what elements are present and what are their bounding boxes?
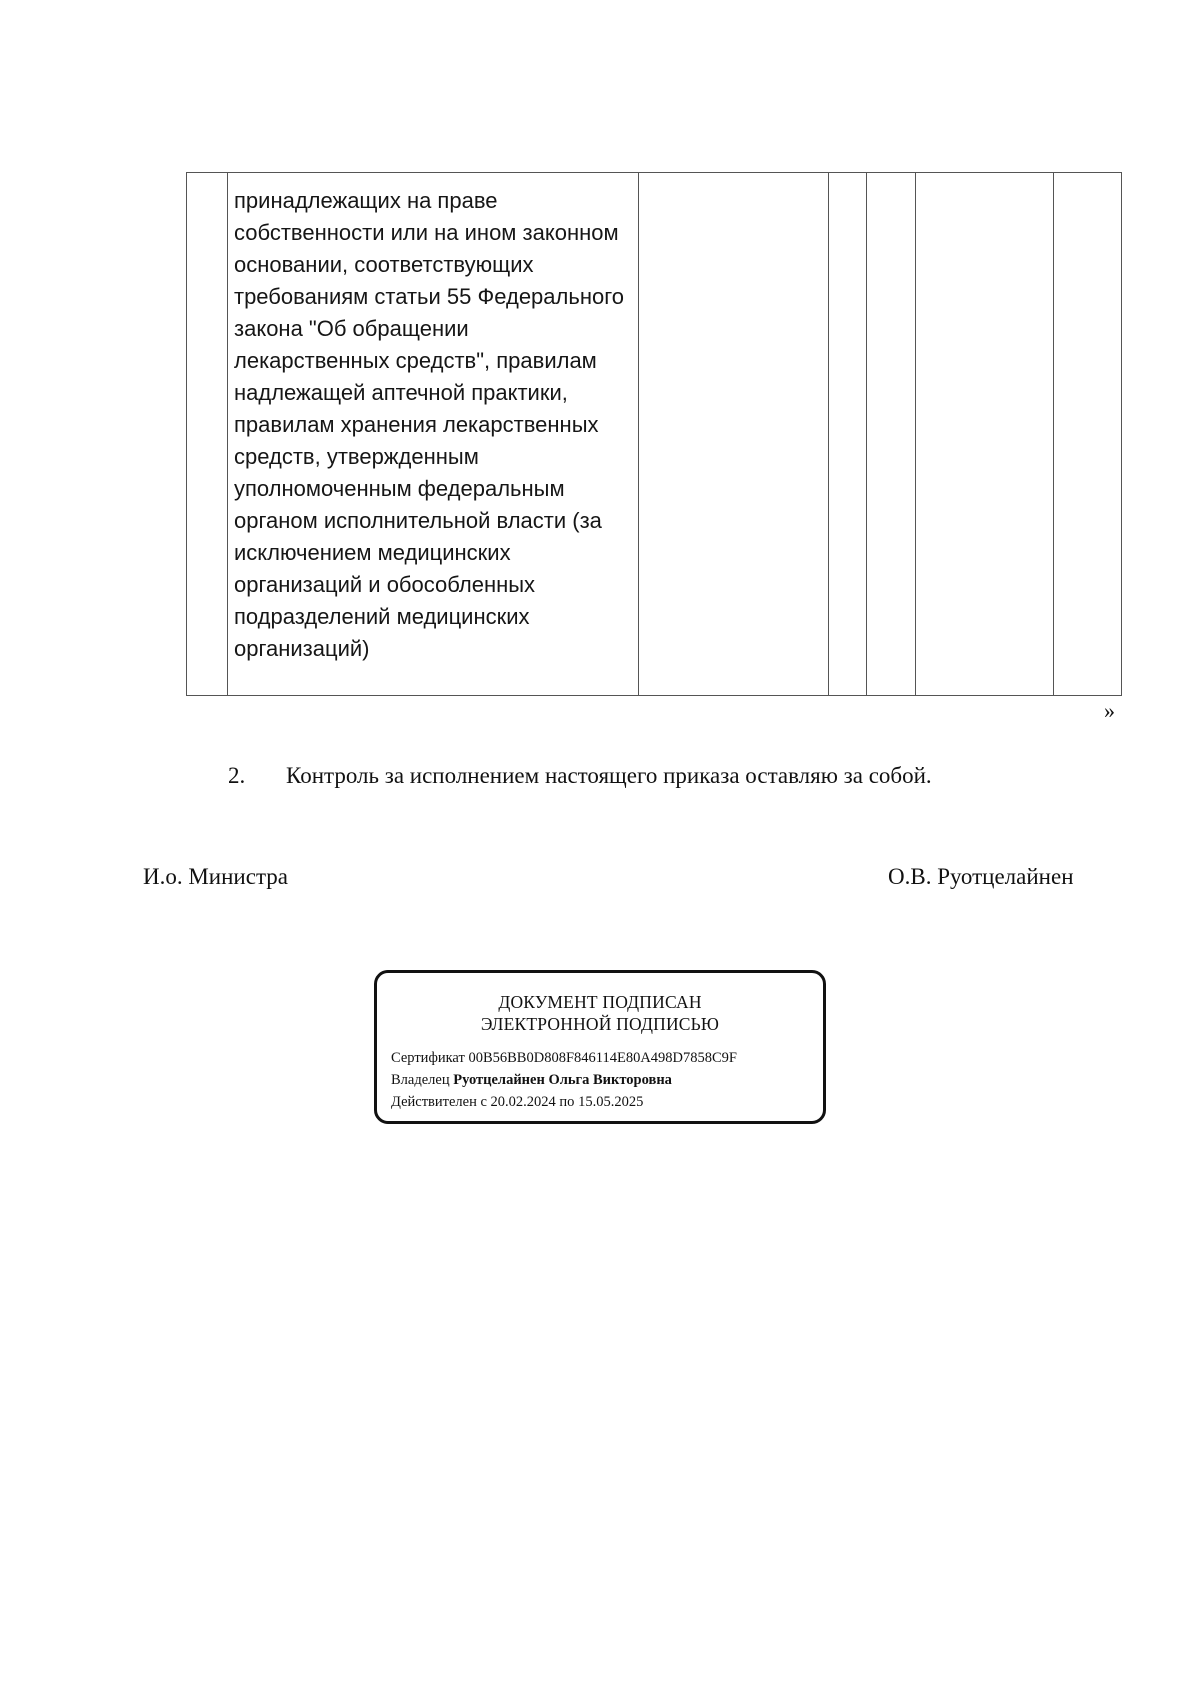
table-row xyxy=(187,173,1122,696)
table-cell-empty xyxy=(639,173,829,696)
owner-value: Руотцелайнен Ольга Викторовна xyxy=(453,1072,672,1088)
valid-from-label: с xyxy=(480,1094,487,1110)
item-number: 2. xyxy=(228,763,246,788)
table-cell-empty xyxy=(1054,173,1122,696)
valid-from: 20.02.2024 xyxy=(490,1094,556,1110)
certificate-value: 00B56BB0D808F846114E80A498D7858C9F xyxy=(468,1050,738,1066)
stamp-validity xyxy=(391,1091,823,1113)
valid-label: Действителен xyxy=(391,1094,477,1110)
table-cell-number xyxy=(187,173,228,696)
valid-to: 15.05.2025 xyxy=(578,1094,644,1110)
table-cell-empty xyxy=(867,173,916,696)
certificate-label: Сертификат xyxy=(391,1050,465,1066)
owner-label: Владелец xyxy=(391,1072,450,1088)
stamp-title-line: ЭЛЕКТРОННОЙ ПОДПИСЬЮ xyxy=(480,1014,720,1034)
order-item-2 xyxy=(228,761,932,791)
electronic-signature-stamp xyxy=(374,970,826,1124)
table-cell-empty xyxy=(829,173,867,696)
valid-to-label: по xyxy=(559,1094,575,1110)
item-text: Контроль за исполнением настоящего приказа оставляю за собой. xyxy=(286,763,932,788)
table-cell-description: принадлежащих на праве собственности или на ином законном основании, соответствующих требованиям статьи 55 Федерального закона "Об обращении лекарственных средств", правилам надлежащей аптечной практики, правилам хранения лекарственных средств, утвержденным уполномоченным федеральным органом исполнительной власти (за исключением медицинских организаций и обособленных подразделений медицинских организаций) xyxy=(228,173,639,696)
stamp-owner xyxy=(391,1069,823,1091)
document-table xyxy=(186,172,1122,696)
signatory-name: О.В. Руотцелайнен xyxy=(888,864,1074,889)
stamp-certificate xyxy=(391,1047,823,1069)
stamp-title-line: ДОКУМЕНТ ПОДПИСАН xyxy=(498,992,702,1012)
table-cell-empty xyxy=(916,173,1054,696)
signatory-role: И.о. Министра xyxy=(143,864,288,889)
stamp-title xyxy=(377,991,823,1035)
stamp-details xyxy=(391,1047,823,1113)
closing-quote: » xyxy=(1104,698,1115,723)
